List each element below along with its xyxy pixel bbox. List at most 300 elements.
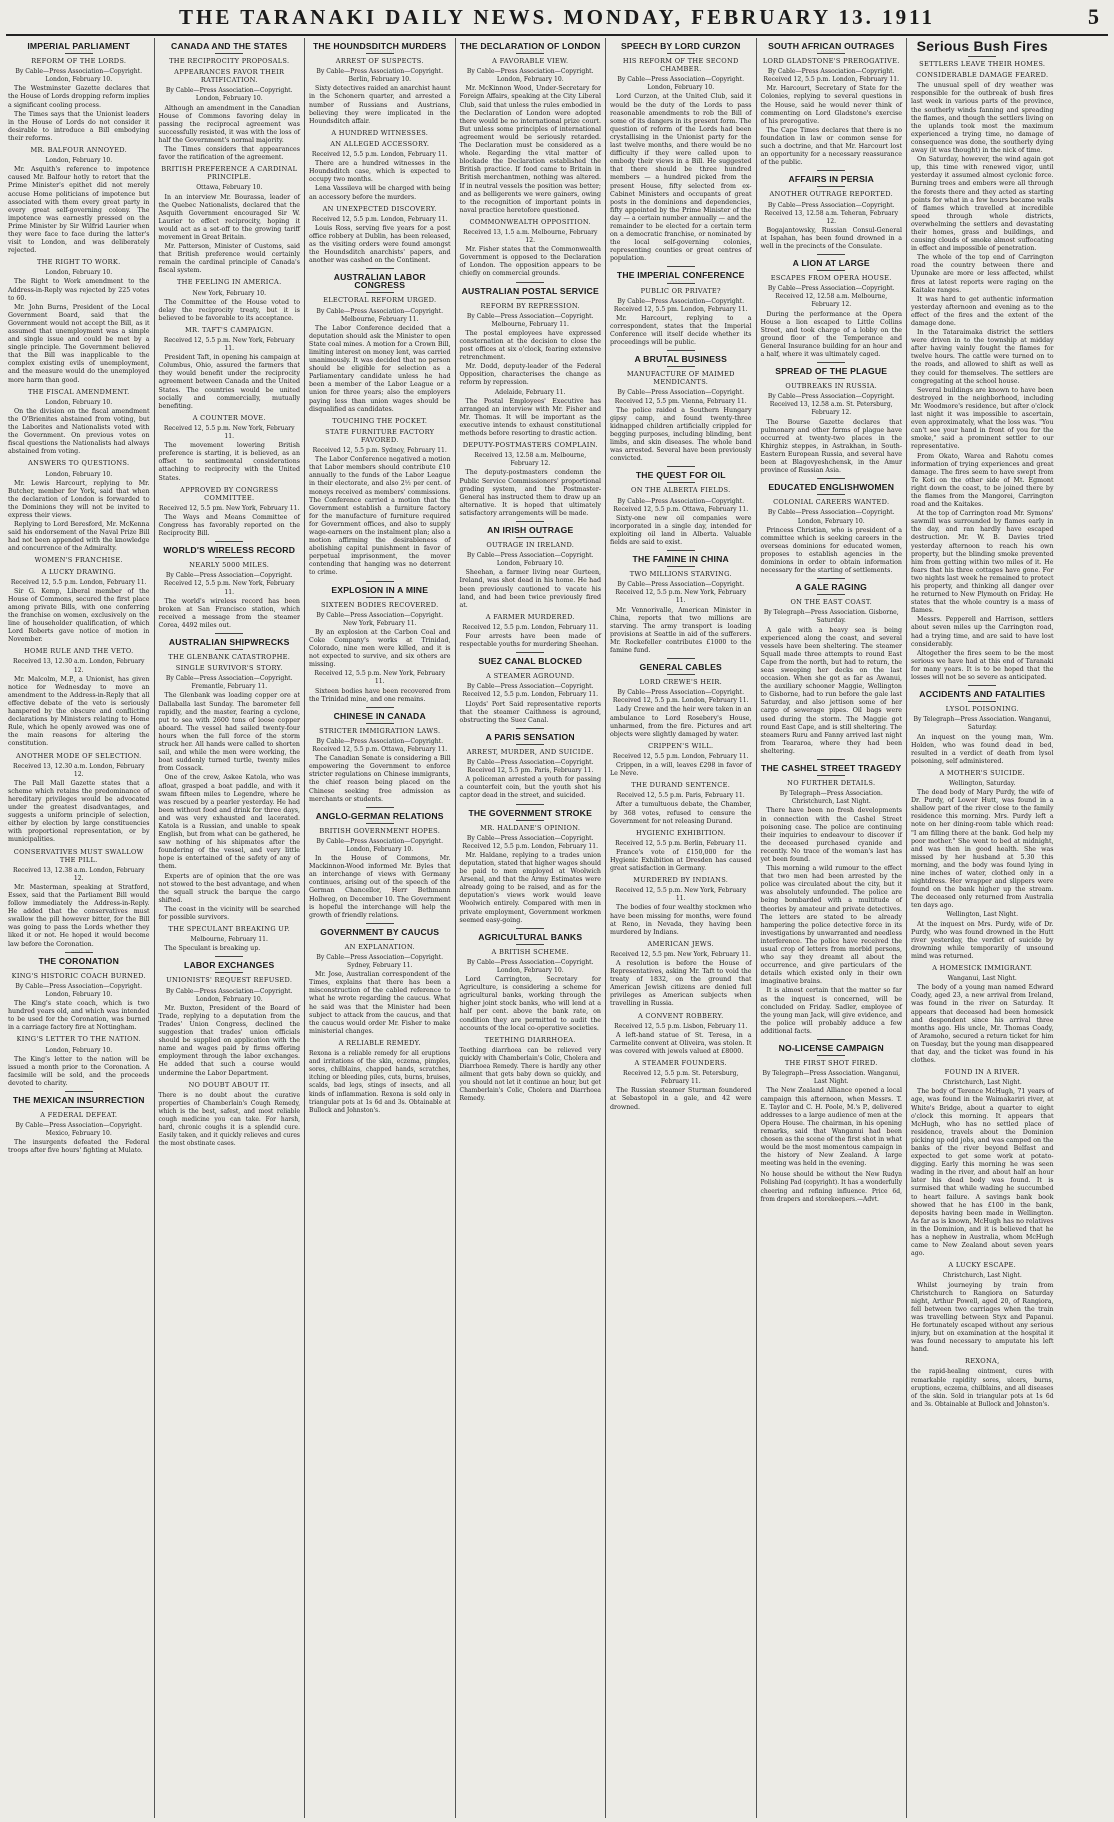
dateline: By Cable—Press Association—Copyright. Fremantle, February 11. xyxy=(165,675,293,691)
divider xyxy=(667,658,695,659)
dateline: By Cable—Press Association—Copyright. Received 12, 5.5 p.m. London, February 11. xyxy=(462,834,599,850)
dateline: By Telegraph—Press Association. Wanganui, Last Night. xyxy=(762,1070,901,1086)
article-headline: A LION AT LARGE xyxy=(792,258,870,269)
subheading: A CONVENT ROBBERY. xyxy=(637,1011,724,1020)
article-paragraph: The coast in the vicinity will be searched for possible survivors. xyxy=(158,905,300,921)
divider xyxy=(366,268,394,269)
dateline: Received 13, 12.58 a.m. Melbourne, February 12. xyxy=(474,452,587,468)
article-paragraph: The Russian steamer Sturman foundered at Sebastopol in a gale, and 42 were drowned. xyxy=(610,1087,752,1111)
article-headline: THE IMPERIAL CONFERENCE xyxy=(616,270,745,281)
article-headline: Serious Bush Fires xyxy=(916,38,1048,54)
article-paragraph: The King's letter to the nation will be issued a month prior to the Coronation. A facsimile will be sold, and the proceeds devoted to charity. xyxy=(8,1055,150,1087)
dateline: By Cable—Press Association—Copyright. Sydney, February 11. xyxy=(316,954,444,970)
subheading: THE RECIPROCITY PROPOSALS. xyxy=(169,57,290,66)
article-paragraph: Four arrests have been made of respectable youths for murdering Sheehan. xyxy=(459,633,601,649)
article-paragraph: A gale with a heavy sea is being experienced along the coast, and several vessels have been sheltering. The steamer Squall made three attempts to round East Cape from the north, but had to return, the seas sweeping her decks on the last occasion. When she got as far as Awanui, the auxiliary schooner Maggie, Wellington to Gisborne, had to run before the gale last Saturday, and also jettison some of her cargo of sewerage pipes. Oil bags were used during the storm. The Maggie got round East Cape, and is still sheltering. The steamers Ruru and Fanny arrived last night from Teararoa, where they had been sheltering. xyxy=(760,626,902,755)
article-paragraph: There are a hundred witnesses in the Houndsditch case, which is expected to occupy two months. xyxy=(309,160,451,184)
divider xyxy=(215,633,243,634)
article-paragraph: Lord Curzon, at the United Club, said it would be the duty of the Lords to pass reasonable amendments to rob the Bill of some of its dangers in its present form. The question of reform of the Lords had been crystallising in the Unionist party for the last twelve months, and there would be no difficulty if they were called upon to embody their views in a Bill. He suggested that there should be three hundred members — a hundred picked from the present House, fifty selected from ex-Cabinet Ministers and occupants of great posts in the dominions and dependencies, fifty appointed by the Prime Minister of the day — a certain number annually — and the remainder to be elected for a certain term on a democratic franchise, or nominated by the local self-governing colonies, representing counties or great centres of population. xyxy=(610,93,752,263)
article-paragraph: Crippen, in a will, leaves £298 in favor of Le Neve. xyxy=(610,762,752,778)
advertisement-text: Teething diarrhoea can be relieved very quickly with Chamberlain's Colic, Cholera and Diarrhoea Remedy. There is hardly any other ailment that gets baby down so quickly, and you should not let it continue an hour, but get Chamberlain's Colic, Cholera and Diarrhoea Remedy. xyxy=(459,1046,601,1103)
subheading: DEPUTY-POSTMASTERS COMPLAIN. xyxy=(462,441,598,450)
subheading: KING'S LETTER TO THE NATION. xyxy=(16,1035,141,1044)
divider xyxy=(817,775,845,776)
article-paragraph: The unusual spell of dry weather was responsible for the outbreak of bush fires last week in various parts of the province, the southerly winds fanning and spreading the flames, and though the settlers living on the uplands took most the maximum experienced a trying time, no damage of consequence was done, the southerly dying away (it was thought) in the nick of time. xyxy=(911,82,1054,155)
article-headline: GENERAL CABLES xyxy=(639,662,722,673)
subheading: A HUNDRED WITNESSES. xyxy=(331,128,429,137)
subheading: A COUNTER MOVE. xyxy=(192,413,266,422)
subheading: THE RIGHT TO WORK. xyxy=(36,258,121,267)
column-1 xyxy=(4,38,155,1818)
article-paragraph: Mr. John Burns, President of the Local Government Board, said that the Government would not accept the Bill, as it assumed that unemployment was a simple and single issue and could be met by a single principle. The Government believed that the Bill was inapplicable to the complex existing evils of unemployment, and the measure would do the unemployed more harm than good. xyxy=(8,303,150,384)
article-paragraph: Sir G. Kemp, Liberal member of the House of Commons, secured the first place among private Bills, with one conferring the franchise on women, exclusively on the line of householder qualification, of which Lord Roberts gave notice of motion in November. xyxy=(8,587,150,644)
subheading: NEARLY 5000 MILES. xyxy=(189,561,270,570)
subheading: THE DURAND SENTENCE. xyxy=(631,781,731,790)
subheading: A FARMER MURDERED. xyxy=(485,612,575,621)
article-headline: LABOR EXCHANGES xyxy=(184,960,275,971)
article-paragraph: By an explosion at the Carbon Coal and Coke Company's works at Trinidad, Colorado, nine men were killed, and it is not expected to survive, and six others are missing. xyxy=(309,628,451,669)
subheading: WOMEN'S FRANCHISE. xyxy=(34,556,123,565)
article-headline: EXPLOSION IN A MINE xyxy=(331,584,429,595)
divider xyxy=(366,581,394,582)
subheading: FOUND IN A RIVER. xyxy=(944,1068,1020,1077)
article-headline: THE FAMINE IN CHINA xyxy=(632,554,729,565)
article-paragraph: The Canadian Senate is considering a Bill empowering the Government to enforce stricter regulations on Chinese immigrants, the chief reason being placed on the Chinese seeking free admission as merchants or students. xyxy=(309,755,451,803)
article-headline: ANGLO-GERMAN RELATIONS xyxy=(315,810,444,821)
article-paragraph: The Postal Employees' Executive has arranged an interview with Mr. Fisher and Mr. Thomas. It will be important as the executive intends to exhaust constitutional methods before resorting to drastic action. xyxy=(459,397,601,438)
article-paragraph: Messrs. Pepperell and Harrison, settlers about seven miles up the Carrington road, had a trying time, and are said to have lost considerably. xyxy=(911,616,1054,648)
subheading: LORD GLADSTONE'S PREROGATIVE. xyxy=(762,57,900,66)
dateline: By Cable—Press Association—Copyright. London, February 10. xyxy=(15,68,143,84)
dateline: By Cable—Press Association—Copyright. Received 12, 5.5 p.m. London, February 11. xyxy=(462,683,599,699)
divider xyxy=(366,707,394,708)
dateline: By Cable—Press Association—Copyright. London, February 10. xyxy=(466,958,594,974)
divider xyxy=(366,597,394,598)
dateline: By Cable—Press Association—Copyright. Melbourne, February 11. xyxy=(316,307,444,323)
article-paragraph: The whole of the top end of Carrington road the country between there and Upunake are more or less affected, whilst fires at latest reports were raging on the Kaitake ranges. xyxy=(911,254,1054,294)
divider xyxy=(667,266,695,267)
article-paragraph: Princess Christian, who is president of a committee which is seeking careers in the overseas dominions for educated women, proposes to establish agencies in the dominions in order to obtain information necessary for the starting of settlements. xyxy=(760,526,902,575)
subheading: COLONIAL CAREERS WANTED. xyxy=(773,498,890,507)
subheading: MANUFACTURE OF MAIMED MENDICANTS. xyxy=(626,370,735,387)
divider xyxy=(65,952,93,953)
article-paragraph: There have been no fresh developments in connection with the Cashel Street poisoning case. The police are continuing their inquiries to endeavour to discover if the deceased purchased cyanide and recently. No trace of the woman's last has yet been found. xyxy=(760,807,902,863)
subheading: SIXTEEN BODIES RECOVERED. xyxy=(320,600,439,609)
article-paragraph: The Times says that the Unionist leaders in the House of Lords do not consider it desirable to introduce a Bill embodying their reforms. xyxy=(8,110,150,142)
article-paragraph: The bodies of four wealthy stockmen who have been missing for months, were found at Reno, in Nevada, they having been murdered by Indians. xyxy=(610,904,752,936)
subheading: BRITISH PREFERENCE A CARDINAL PRINCIPLE. xyxy=(161,165,298,182)
subheading: ON THE EAST COAST. xyxy=(790,598,873,607)
article-headline: EDUCATED ENGLISHWOMEN xyxy=(768,482,895,493)
subheading: HOME RULE AND THE VETO. xyxy=(23,647,134,656)
subheading: MR. HALDANE'S OPINION. xyxy=(480,823,581,832)
subheading: MR. BALFOUR ANNOYED. xyxy=(30,146,127,155)
subheading: AMERICAN JEWS. xyxy=(647,939,714,948)
column-6 xyxy=(757,38,908,1818)
dateline: By Cable—Press Association—Copyright. London, February 10. xyxy=(466,552,594,568)
subheading: THE FISCAL AMENDMENT. xyxy=(27,387,130,396)
subheading: OUTRAGE IN IRELAND. xyxy=(486,541,575,550)
advertisement-text: the rapid-healing ointment, cures with remarkable rapidity sores, ulcers, burns, eruptions, eczema, chilblains, and all diseases of the skin. Sold in triangular pots at 1s 6d and 3s. Obtainable at Bullock and Johnston's. xyxy=(911,1368,1054,1408)
subheading: STRICTER IMMIGRATION LAWS. xyxy=(319,726,441,735)
divider xyxy=(215,972,243,973)
article-headline: IMPERIAL PARLIAMENT xyxy=(27,41,131,51)
dateline: Wellington, Saturday. xyxy=(949,779,1016,787)
subheading: THE FEELING IN AMERICA. xyxy=(176,278,282,287)
column-5 xyxy=(606,38,757,1818)
article-paragraph: Louis Ross, serving five years for a post office robbery at Dublin, has been released, as the visiting orders were found amongst the Houndsditch anarchists' papers, and another was cashed on the Continent. xyxy=(309,224,451,265)
divider xyxy=(817,578,845,579)
article-paragraph: It is almost certain that the matter so far as the inquest is concerned, will be concluded on Friday. Sadler, employee of the young man Jack, will give evidence, and the police will probably adduce a few additional facts. xyxy=(760,987,902,1035)
dateline: By Cable—Press Association—Copyright. London, February 10. xyxy=(466,68,594,84)
subheading: TOUCHING THE POCKET. xyxy=(332,416,428,425)
article-paragraph: Lloyds' Port Said representative reports that the steamer Caithness is aground, obstructing the Suez Canal. xyxy=(459,700,601,724)
article-headline: A PARIS SENSATION xyxy=(485,731,575,742)
subheading: A STEAMER FOUNDERS. xyxy=(634,1059,727,1068)
article-paragraph: In the House of Commons, Mr. Mackinnon-Wood informed Mr. Byles that an interchange of views with Germany continues, arising out of the speech of the German Chancellor, Herr Bethmann Hollweg, on December 10. The Government is hopeful the interchange will help the growth of friendly relations. xyxy=(309,855,451,919)
dateline: By Cable—Press Association—Copyright. Received 12, 5.5 p.m. New York, February 11. xyxy=(615,581,747,605)
dateline: London, February 10. xyxy=(45,157,113,165)
dateline: By Telegraph—Press Association. Gisborne, Saturday. xyxy=(763,609,899,625)
article-paragraph: It was hard to get authentic information yesterday afternoon and evening as to the effect of the fires and the extent of the damage done. xyxy=(911,295,1054,327)
subheading: REFORM BY REPRESSION. xyxy=(480,301,580,310)
subheading: TEETHING DIARRHOEA. xyxy=(484,1035,576,1044)
dateline: Received 12, 5.5 p.m. New York, February 11. xyxy=(163,424,295,441)
article-paragraph: The Bourse Gazette declares that pulmonary and other forms of plague have occurred at twenty-two places in the Khirghiz steppes, in Astrakhan, in South-Eastern European Russia, and several have been at Blagovyeshchensk, in the Amur province of Russian Asia. xyxy=(760,418,902,475)
article-paragraph: An inquest on the young man, Wm. Holden, who was found dead in bed, resulted in a verdict of death from lysol poisoning, self administered. xyxy=(911,733,1054,765)
subheading: AN EXPLANATION. xyxy=(344,942,415,951)
article-headline: CANADA AND THE STATES xyxy=(171,41,288,51)
dateline: London, February 10. xyxy=(45,398,113,406)
article-headline: THE CORONATION xyxy=(38,955,119,966)
dateline: New York, February 10. xyxy=(192,289,267,297)
dateline: Adelaide, February 11. xyxy=(494,388,566,396)
article-paragraph: One of the crew, Askee Katola, who was afloat, grasped a boat paddle, and with it swam fifteen miles to Legendre, where he was rescued by a pearler yesterday. He had been without food and drink for three days, and was very exhausted and lacerated. Katola is a Russian, and unable to speak English, but from what can be gathered, he saw nothing of his shipmates after the foundering of the vessel, and very little hope is entertained of the safety of any of them. xyxy=(158,774,300,871)
divider xyxy=(667,566,695,567)
subheading: CONSIDERABLE DAMAGE FEARED. xyxy=(916,71,1049,80)
dateline: Received 13, 12.38 a.m. London, February 12. xyxy=(12,866,145,882)
divider xyxy=(516,728,544,729)
article-headline: THE HOUNDSDITCH MURDERS xyxy=(312,41,447,51)
divider xyxy=(516,744,544,745)
article-paragraph: Lena Vassileva will be charged with being an accessory before the murders. xyxy=(309,185,451,201)
article-paragraph: Mr. Harcourt, replying to a correspondent, states that the Imperial Conference will itself decide whether its proceedings will be public. xyxy=(610,314,752,347)
divider xyxy=(516,652,544,653)
dateline: By Cable—Press Association—Copyright. Received 12, 5.5 p.m. Ottawa, February 11. xyxy=(613,497,749,513)
article-paragraph: The Right to Work amendment to the Address-in-Reply was rejected by 225 votes to 60. xyxy=(8,278,150,302)
article-paragraph: The Cape Times declares that there is no foundation in law or common sense for such a doctrine, and that Mr. Harcourt lost an opportunity for a necessary reassurance of the public. xyxy=(760,126,902,167)
divider xyxy=(817,759,845,760)
article-headline: AUSTRALIAN SHIPWRECKS xyxy=(168,637,290,647)
article-headline: SPREAD OF THE PLAGUE xyxy=(775,366,888,377)
divider xyxy=(968,685,996,686)
subheading: BRITISH GOVERNMENT HOPES. xyxy=(319,826,441,835)
advertisement-text: Rexona is a reliable remedy for all eruptions and irritations of the skin, eczema, pimples, sores, chilblains, chapped hands, scratches, itching or bleeding piles, cuts, burns, bruises, scalds, bad legs, stings of insects, and all kinds of inflammation. Rexona is sold only in triangular pots at 1s 6d and 3s. Obtainable at Bullock and Johnston's. xyxy=(309,1050,451,1114)
divider xyxy=(667,350,695,351)
subheading: OUTBREAKS IN RUSSIA. xyxy=(785,382,878,391)
divider xyxy=(366,807,394,808)
divider xyxy=(215,53,243,54)
article-paragraph: Whilst journeying by train from Christchurch to Rangiora on Saturday night, Arthur Powell, aged 20, of Rangiora, fell between two carriages when the train was travelling between Styx and Papanui. He fortunately escaped without any serious injury, but on examination at the hospital it was found necessary to amputate his left hand. xyxy=(911,1281,1054,1354)
subheading: TWO MILLIONS STARVING. xyxy=(629,570,732,579)
divider xyxy=(667,53,695,54)
article-paragraph: Sixteen bodies have been recovered from the Trinidad mine, and one remains. xyxy=(309,687,451,703)
subheading: ARREST, MURDER, AND SUICIDE. xyxy=(466,747,594,756)
advertisement-text: No house should be without the New Rudyn Polishing Pad (copyright). It has a wonderfully cheering and refining influence. Price 6d, from drapers and storekeepers.—Advt. xyxy=(760,1171,902,1203)
divider xyxy=(817,254,845,255)
subheading: A FEDERAL DEFEAT. xyxy=(40,1111,118,1120)
article-paragraph: Mr. Asquith's reference to impotence caused Mr. Balfour hotly to retort that the Prime Minister's epithet did not merely accuse Home politicians of impotence but associated with them every great party in every great self-governing colony. The impotence was earnestly pressed on the Prime Minister by Sir Wilfrid Laurier when they were face to face during the latter's visit to London, and was deliberately rejected. xyxy=(8,166,150,255)
column-2 xyxy=(155,38,306,1818)
dateline: Melbourne, February 11. xyxy=(190,936,268,944)
article-paragraph: At the top of Carrington road Mr. Symons' sawmill was surrounded by flames early in the day, and ran hardly have escaped destruction. Mr. W. B. Davies tried yesterday afternoon to reach his own property, but the blinding smoke prevented him from getting within two miles of it. He fears that his three cottages have gone. For two nights last week he remained to protect his property, and thinking all danger over he returned to New Plymouth on Friday. He states that the whole country is a mass of flames. xyxy=(911,510,1054,615)
dateline: Wellington, Last Night. xyxy=(946,911,1019,919)
article-paragraph: Mr. McKinnon Wood, Under-Secretary for Foreign Affairs, speaking at the City Liberal Club, said that unless the rules embodied in the Declaration of London were adopted there would be no international prize court. But unless some principles of international agreement would be seriously retarded. The Declaration must be considered as a whole. Regarding the vital matter of blockade the Declaration established the British practice. If food came to Britain in British merchantmen, nothing was altered. If in neutral vessels the position was better; and as belligerents we were gainers, owing to the recognition of important points in naval practice heretofore questioned. xyxy=(459,85,601,214)
column-3 xyxy=(305,38,456,1818)
article-paragraph: Mr. Masterman, speaking at Stratford, Essex, said that the Parliament Bill would follow immediately the Address-in-Reply. He added that the conservatives must swallow the pill however bitter, for the Bill was going to pass the Lords whether they liked it or not. He hoped it would become law before the Coronation. xyxy=(8,883,150,948)
divider xyxy=(667,482,695,483)
subheading: ANOTHER OUTRAGE REPORTED. xyxy=(769,190,894,199)
subheading: LYSOL POISONING. xyxy=(945,705,1019,714)
subheading: CONSERVATIVES MUST SWALLOW THE PILL. xyxy=(13,847,144,864)
subheading: MR. TAFT'S CAMPAIGN. xyxy=(184,325,274,334)
article-paragraph: France's vote of £150,000 for the Hygienic Exhibition at Dresden has caused great satisfaction in Germany. xyxy=(610,848,752,873)
divider xyxy=(667,550,695,551)
subheading: A LUCKY DRAWING. xyxy=(41,567,116,576)
subheading: SETTLERS LEAVE THEIR HOMES. xyxy=(919,60,1046,69)
subheading: SINGLE SURVIVOR'S STORY. xyxy=(175,664,283,673)
article-paragraph: Sheehan, a farmer living near Gurteen, Ireland, was shot dead in his home. He had been previously cautioned to vacate his land, and had been twice previously fired at. xyxy=(459,569,601,609)
dateline: By Cable—Press Association—Copyright. Received 12, 5.5 p.m. New York, February 11. xyxy=(163,572,295,596)
dateline: Received 12, 5.5 p.m. Lisbon, February 11. xyxy=(614,1022,748,1030)
subheading: A FAVORABLE VIEW. xyxy=(492,57,569,66)
article-paragraph: Mr. Patterson, Minister of Customs, said that British preference would certainly remain the cardinal principle of Canada's fiscal system. xyxy=(158,243,300,275)
article-paragraph: During the performance at the Opera House a lion escaped to Little Collins Street, and took charge of a lobby on the ground floor of the Temperance and General Insurance building for an hour and a half, where it was ultimately caged. xyxy=(760,310,902,358)
divider xyxy=(667,466,695,467)
subheading: NO DOUBT ABOUT IT. xyxy=(188,1080,271,1089)
dateline: Received 12, 5.5 p.m. St. Petersburg, February 11. xyxy=(623,1070,739,1086)
dateline: By Cable—Press Association—Copyright. Received 13, 12.58 a.m. Teheran, February 12. xyxy=(764,201,899,225)
dateline: By Cable—Press Association—Copyright. Received 12, 5.5 pm. Vienna, February 11. xyxy=(614,389,747,405)
article-paragraph: Mr. Haldane, replying to a trades union deputation, stated that higher wages should be paid to men employed at Woolwich Arsenal, and that the Army Estimates were already going to be raised, and as for the deputation's views work would leave Woolwich entirely. Compared with men in private employment, Government workmen seemed easy-going. xyxy=(459,851,601,924)
article-paragraph: Mr. Lewis Harcourt, replying to Mr. Butcher, member for York, said that when the declaration of London is forwarded to the Dominions they will not be invited to express their views. xyxy=(8,479,150,519)
subheading: THE GLENBANK CATASTROPHE. xyxy=(168,653,291,662)
article-paragraph: Mr. Buxton, President of the Board of Trade, replying to a deputation from the Trades' Union Congress, declined the suggestion that trades' union officials should be supplied on application with the name and wages paid by firms offering employment through the labor exchanges. He added that such a course would undermine the Labor Department. xyxy=(158,1004,300,1077)
article-paragraph: On Saturday, however, the wind again got up, this time with renewed vigor, until yesterday it assumed almost cyclonic force. Burning trees and embers were all through the forests there and they acted as starting points for what in a few hours became walls of flames which travelled at incredible speed through whole districts, overwhelming the settlers and devastating their homes, grass and buildings, and causing clouds of smoke almost suffocating in effect and impossible of penetration. xyxy=(911,156,1054,253)
divider xyxy=(817,478,845,479)
dateline: Wanganui, Last Night. xyxy=(947,975,1017,983)
article-paragraph: A left-hand statue of St. Teresa, in a Carmelite convent at Oliveira, was stolen. It was covered with jewels valued at £8000. xyxy=(610,1031,752,1055)
dateline: London, February 10. xyxy=(45,1046,113,1054)
divider xyxy=(817,362,845,363)
divider xyxy=(817,494,845,495)
dateline: By Cable—Press Association—Copyright. London, February 10. xyxy=(15,982,143,998)
dateline: By Cable—Press Association—Copyright. London, February 10. xyxy=(165,987,293,1003)
divider xyxy=(215,956,243,957)
dateline: Received 12, 5.5 p.m. New York, February 11. xyxy=(314,670,446,686)
divider xyxy=(817,1039,845,1040)
article-headline: SOUTH AFRICAN OUTRAGES xyxy=(768,41,895,51)
article-paragraph: Lady Crewe and the heir were taken in an ambulance to Lord Rosebery's House, unharmed, from the fire. Pictures and art objects were slightly damaged by water. xyxy=(610,706,752,738)
divider xyxy=(215,557,243,558)
subheading: ANOTHER MODE OF SELECTION. xyxy=(15,751,142,760)
dateline: Received 12, 5.5 p.m. London, February 11. xyxy=(612,752,749,760)
divider xyxy=(667,674,695,675)
article-paragraph: Mr. Dodd, deputy-leader of the Federal Opposition, characterises the change as reform by repression. xyxy=(459,363,601,387)
subheading: STATE FURNITURE FACTORY FAVORED. xyxy=(325,427,435,444)
article-paragraph: The deputy-postmasters condemn the Public Service Commissioners' proportional grading system, and the Postmaster-General has instructed them to draw up an alternative. It is hoped that ultimately satisfactory arrangements will be made. xyxy=(459,469,601,517)
article-headline: A GALE RAGING xyxy=(795,582,867,593)
subheading: ON THE ALBERTA FIELDS. xyxy=(630,486,731,495)
divider xyxy=(516,282,544,283)
subheading: HIS REFORM OF THE SECOND CHAMBER. xyxy=(622,57,739,74)
dateline: Received 12, 5.5 p.m. New York, February 11. xyxy=(163,337,295,353)
dateline: Received 12, 5.5 p.m. Berlin, February 11. xyxy=(615,839,747,847)
article-paragraph: Lord Carrington, Secretary for Agriculture, is considering a scheme for agricultural banks, working through the higher joint stock banks, who will lend at a half per cent. above the bank rate, on condition they are permitted to audit the accounts of the local co-operative societies. xyxy=(459,976,601,1032)
dateline: By Cable—Press Association—Copyright. Received 12, 5.5 pm. London, February 11. xyxy=(613,297,748,313)
divider xyxy=(366,292,394,293)
article-headline: THE QUEST FOR OIL xyxy=(635,470,726,481)
article-paragraph: Replying to Lord Beresford, Mr. McKenna said his endorsement of the Naval Prize Bill had not been appended with the knowledge and concurrence of the Admiralty. xyxy=(8,521,150,553)
article-paragraph: The dead body of Mary Purdy, the wife of Dr. Purdy, of Lower Hutt, was found in a shallow part of the river close to the family residence this morning. Mrs. Purdy left a note on her dining-room table which read: "I am filling there at the bank. God help my poor mother." She went to bed at midnight, and was then in good health. She was missed by her husband at 5.30 this morning, and the body was found lying in nine inches of water, clothed only in a nightdress. Her wrapper and slippers were found on the bank higher up the stream. The deceased only returned from Australia ten days ago. xyxy=(911,789,1054,910)
subheading: A LUCKY ESCAPE. xyxy=(948,1261,1017,1270)
dateline: London, February 10. xyxy=(45,470,113,478)
subheading: ARREST OF SUSPECTS. xyxy=(335,57,424,66)
article-headline: GOVERNMENT BY CAUCUS xyxy=(320,926,440,937)
dateline: By Cable—Press Association—Copyright. Received 13, 12.58 a.m. St. Petersburg, February 12. xyxy=(767,393,895,417)
article-headline: THE MEXICAN INSURRECTION xyxy=(12,1094,145,1105)
article-paragraph: On the division on the fiscal amendment the O'Brienites abstained from voting, but the Laborites and Nationalists voted with the Government. On previous votes on fiscal questions the Nationalists had always abstained from voting. xyxy=(8,407,150,456)
article-headline: THE GOVERNMENT STROKE xyxy=(468,807,593,818)
article-paragraph: Altogether the fires seem to be the most serious we have had at this end of Taranaki for many years. It is to be hoped that the losses will not be so severe as anticipated. xyxy=(911,649,1054,682)
article-paragraph: This morning a wild rumour to the effect that two men had been arrested by the police was circulated about the city, but it was absolutely unfounded. The police are being bombarded with a multitude of theories by amateur and private detectives. The letters are stated to be already hampering the police detective force in its investigations by unwarranted and needless interference. The police have received the usual crop of letters from morbid persons, who say they dreamt all about the occurrence, and give particulars of the details which existed only in their own imaginative brains. xyxy=(760,865,902,986)
dateline: By Cable—Press Association—Copyright. Mexico, February 10. xyxy=(15,1122,143,1138)
subheading: NO FURTHER DETAILS. xyxy=(787,779,876,788)
article-headline: THE DECLARATION OF LONDON xyxy=(460,41,601,51)
article-paragraph: The Labor Conference negatived a motion that Labor members should contribute £10 annually to the funds of the Labor League in their electorate, and also 2½ per cent. of moneys received as members' commissions. The Conference carried a motion that the Government establish a furniture factory for the manufacture of furniture required for Government offices, and also to supply wage-earners on the instalment plan; also a motion affirming the desirableness of abolishing capital punishment in favor of perpetual imprisonment, the mover contending that hanging was no deterrent to crime. xyxy=(309,456,451,577)
subheading: REFORM OF THE LORDS. xyxy=(31,57,127,66)
article-paragraph: Mr. Harcourt, Secretary of State for the Colonies, replying to several questions in the House, said he would never think of commenting on Lord Gladstone's exercise of his prerogative. xyxy=(760,85,902,125)
subheading: MURDERED BY INDIANS. xyxy=(633,876,729,885)
subheading: ANSWERS TO QUESTIONS. xyxy=(28,459,130,468)
dateline: Received 12, 5.5 p.m. London, February 11. xyxy=(462,623,599,631)
subheading: A RELIABLE REMEDY. xyxy=(338,1038,421,1047)
dateline: By Cable—Press Association—Copyright. Received 12, 5.5 p.m. Ottawa, February 11. xyxy=(312,737,448,754)
divider xyxy=(65,1107,93,1108)
dateline: By Cable—Press Association—Copyright. London, February 10. xyxy=(165,87,293,103)
article-paragraph: The Speculant is breaking up. xyxy=(164,945,261,953)
subheading: APPEARANCES FAVOR THEIR RATIFICATION. xyxy=(174,68,285,85)
article-paragraph: The Westminster Gazette declares that the House of Lords dropping reform implies a significant cooling process. xyxy=(8,85,150,109)
divider xyxy=(65,1091,93,1092)
dateline: Christchurch, Last Night. xyxy=(942,1272,1022,1280)
divider xyxy=(817,594,845,595)
divider xyxy=(366,723,394,724)
divider xyxy=(516,298,544,299)
newspaper-columns xyxy=(4,38,1110,1818)
article-paragraph: The Times considers that appearances favor the ratification of the agreement. xyxy=(158,146,300,162)
article-paragraph: The New Zealand Alliance opened a local campaign this afternoon, when Messrs. T. E. Taylor and C. H. Poole, M.'s P., delivered addresses to a large audience of men at the Opera House. The chairman, in his opening remarks, said that Wanganui had been chosen as the scene of the first shot in what would be the most momentous campaign in the history of New Zealand. A large meeting was held in the evening. xyxy=(760,1087,902,1168)
article-paragraph: The Glenbank was loading copper ore at Dallaballa last Sunday. The barometer fell rapidly, and the master, fearing a cyclone, put to sea with 2600 tons of loose copper aboard. The vessel had sailed twenty-four hours when the full force of the storm struck her. All hands were called to shorten sail, and while the men were working, the boat suddenly turned turtle, twenty miles from Cossack. xyxy=(158,692,300,773)
dateline: Received 12, 5.5 p.m. London, February 11. xyxy=(10,578,147,586)
article-paragraph: The King's state coach, which is two hundred years old, and which was intended to be used for the Coronation, was burned in a carriage factory fire at Nottingham. xyxy=(8,1000,150,1032)
subheading: A MOTHER'S SUICIDE. xyxy=(939,768,1026,777)
column-4 xyxy=(456,38,607,1818)
divider xyxy=(366,53,394,54)
dateline: By Cable—Press Association—Copyright. London, February 10. xyxy=(316,837,444,853)
article-paragraph: Mr. Jose, Australian correspondent of the Times, explains that there has been a misconstruction of the cabled reference to what he wrote regarding the caucus. What he said was that the Minister had been subject to attack from the caucus, and that the caucus would order Mr. Fisher to make ministerial changes. xyxy=(309,971,451,1035)
divider xyxy=(968,701,996,702)
dateline: By Telegraph—Press Association. Wanganui, Saturday. xyxy=(913,716,1052,732)
article-paragraph: After a tumultuous debate, the Chamber, by 368 votes, refused to censure the Government for not releasing Durand. xyxy=(610,801,752,825)
divider xyxy=(366,939,394,940)
subheading: HYGIENIC EXHIBITION. xyxy=(636,828,726,837)
article-headline: AUSTRALIAN POSTAL SERVICE xyxy=(461,285,599,296)
article-paragraph: The insurgents defeated the Federal troops after five hours' fighting at Mulato. xyxy=(8,1139,150,1155)
article-paragraph: From Okato, Warea and Rahotu comes information of trying experiences and great damage. The fires seem to have swept from Te Koti on the other side of Mt. Egmont right down the coast, to be joined there by the flames from the Mangorei, Carrington road and the Kaitakes. xyxy=(911,452,1054,509)
divider xyxy=(215,649,243,650)
article-paragraph: The Ways and Means Committee of Congress has favorably reported on the Reciprocity Bill. xyxy=(158,513,300,538)
dateline: By Cable—Press Association—Copyright. Received 12, 5.5 pm. Paris, February 11. xyxy=(466,759,594,775)
subheading: PUBLIC OR PRIVATE? xyxy=(640,286,721,295)
dateline: Ottawa, February 10. xyxy=(196,184,263,192)
divider xyxy=(65,53,93,54)
subheading: COMMONWEALTH OPPOSITION. xyxy=(469,217,591,226)
divider xyxy=(366,823,394,824)
divider xyxy=(516,944,544,945)
divider xyxy=(817,378,845,379)
divider xyxy=(516,804,544,805)
dateline: Received 12, 5.5 p.m. New York, February 11. xyxy=(615,887,747,903)
dateline: By Cable—Press Association—Copyright. Received 12, 12.58 a.m. Melbourne, February 12. xyxy=(767,285,895,309)
article-headline: AUSTRALIAN LABOR CONGRESS xyxy=(333,272,426,291)
article-paragraph: At the inquest on Mrs. Purdy, wife of Dr. Purdy, who was found drowned in the Hutt river yesterday, the verdict of suicide by drowning while temporarily of unsound mind was returned. xyxy=(911,920,1054,960)
subheading: LORD CREWE'S HEIR. xyxy=(639,678,723,687)
article-paragraph: The Labor Conference decided that a deputation should ask the Minister to open State coal mines. A motion for a Crown Bill, limiting interest on money lent, was carried unanimously. It was decided that no person should be eligible for selection as a Parliamentary candidate unless he had been a member of the Labor League or a union for three years; also the employers paying less than union wages should be disqualified as candidates. xyxy=(309,324,451,413)
article-paragraph: Sixty-one new oil companies were incorporated in a single day, intended for exploiting oil land in Alberta. Valuable fields are said to exist. xyxy=(610,514,752,546)
newspaper-title: THE TARANAKI DAILY NEWS. MONDAY, FEBRUARY 13. 1911 xyxy=(178,4,936,29)
page-number: 5 xyxy=(1088,4,1102,29)
dateline: Received 13, 12.30 a.m. London, February 12. xyxy=(12,658,145,674)
subheading: A HOMESICK IMMIGRANT. xyxy=(932,964,1033,973)
article-headline: SPEECH BY LORD CURZON xyxy=(620,41,741,51)
subheading: ESCAPES FROM OPERA HOUSE. xyxy=(770,274,892,283)
divider xyxy=(667,366,695,367)
dateline: Received 12, 5.5 pm. New York, February 11. xyxy=(610,950,751,958)
subheading: REXONA, xyxy=(965,1357,1000,1366)
subheading: AN ALLEGED ACCESSORY. xyxy=(330,139,430,148)
article-paragraph: Several buildings are known to have been destroyed in the neighborhood, including Mr. Woodmore's residence, but after o'clock last night it was impossible to ascertain, even approximately, what the loss was. "You can't see your hand in front of you for the smoke," said a prominent settler to our representative. xyxy=(911,386,1054,451)
subheading: APPROVED BY CONGRESS COMMITTEE. xyxy=(180,485,279,502)
dateline: By Cable—Press Association—Copyright. New York, February 11. xyxy=(316,611,444,627)
divider xyxy=(667,283,695,284)
divider xyxy=(516,521,544,522)
divider xyxy=(366,923,394,924)
divider xyxy=(516,820,544,821)
article-headline: THE CASHEL STREET TRAGEDY xyxy=(761,763,902,774)
article-paragraph: The Committee of the House voted to delay the reciprocity treaty, but it is believed to be favorable to its acceptance. xyxy=(158,298,300,322)
article-paragraph: The body of Terence McHugh, 71 years of age, was found in the Waimakariri river, at White's Bridge, about a quarter to eight o'clock this morning. It appears that McHugh, who has no settled place of residence, travels about the Dominion picking up odd jobs, and was camped on the banks of the river beyond Belfast and expected to get some work at potato-digging. Early this morning he was seen wading in the river, and about half an hour later his dead body was found. It is surmised that while wading he succumbed to heart failure. A savings bank book showed that he has £100 in the bank, deposits having been made in Wellington. As far as is known, McHugh has no relatives in the Dominion, and it is believed that he has a nephew in Australia, whom McHugh came to New Zealand about seven years ago. xyxy=(911,1088,1054,1258)
subheading: A BRITISH SCHEME. xyxy=(491,947,570,956)
masthead xyxy=(6,0,1108,36)
dateline: By Cable—Press Association—Copyright. London, February 10. xyxy=(767,509,895,525)
subheading: UNIONISTS' REQUEST REFUSED. xyxy=(166,976,293,985)
article-paragraph: Mr. Fisher states that the Commonwealth Government is opposed to the Declaration of London. The opposition appears to be chiefly on commercial grounds. xyxy=(459,246,601,278)
article-paragraph: The world's wireless record has been broken at San Francisco station, which received a message from the steamer Corea, 4492 miles out. xyxy=(158,597,300,629)
dateline: Received 12, 5.5 pm. New York, February 11. xyxy=(159,504,300,512)
article-headline: A BRUTAL BUSINESS xyxy=(634,354,728,365)
article-paragraph: In an interview Mr. Bourassa, leader of the Quebec Nationalists, declared that the Asquith Government encouraged Sir W. Laurier to effect reciprocity, hoping it would act as a set-off to the growing tariff movement in Great Britain. xyxy=(158,193,300,241)
